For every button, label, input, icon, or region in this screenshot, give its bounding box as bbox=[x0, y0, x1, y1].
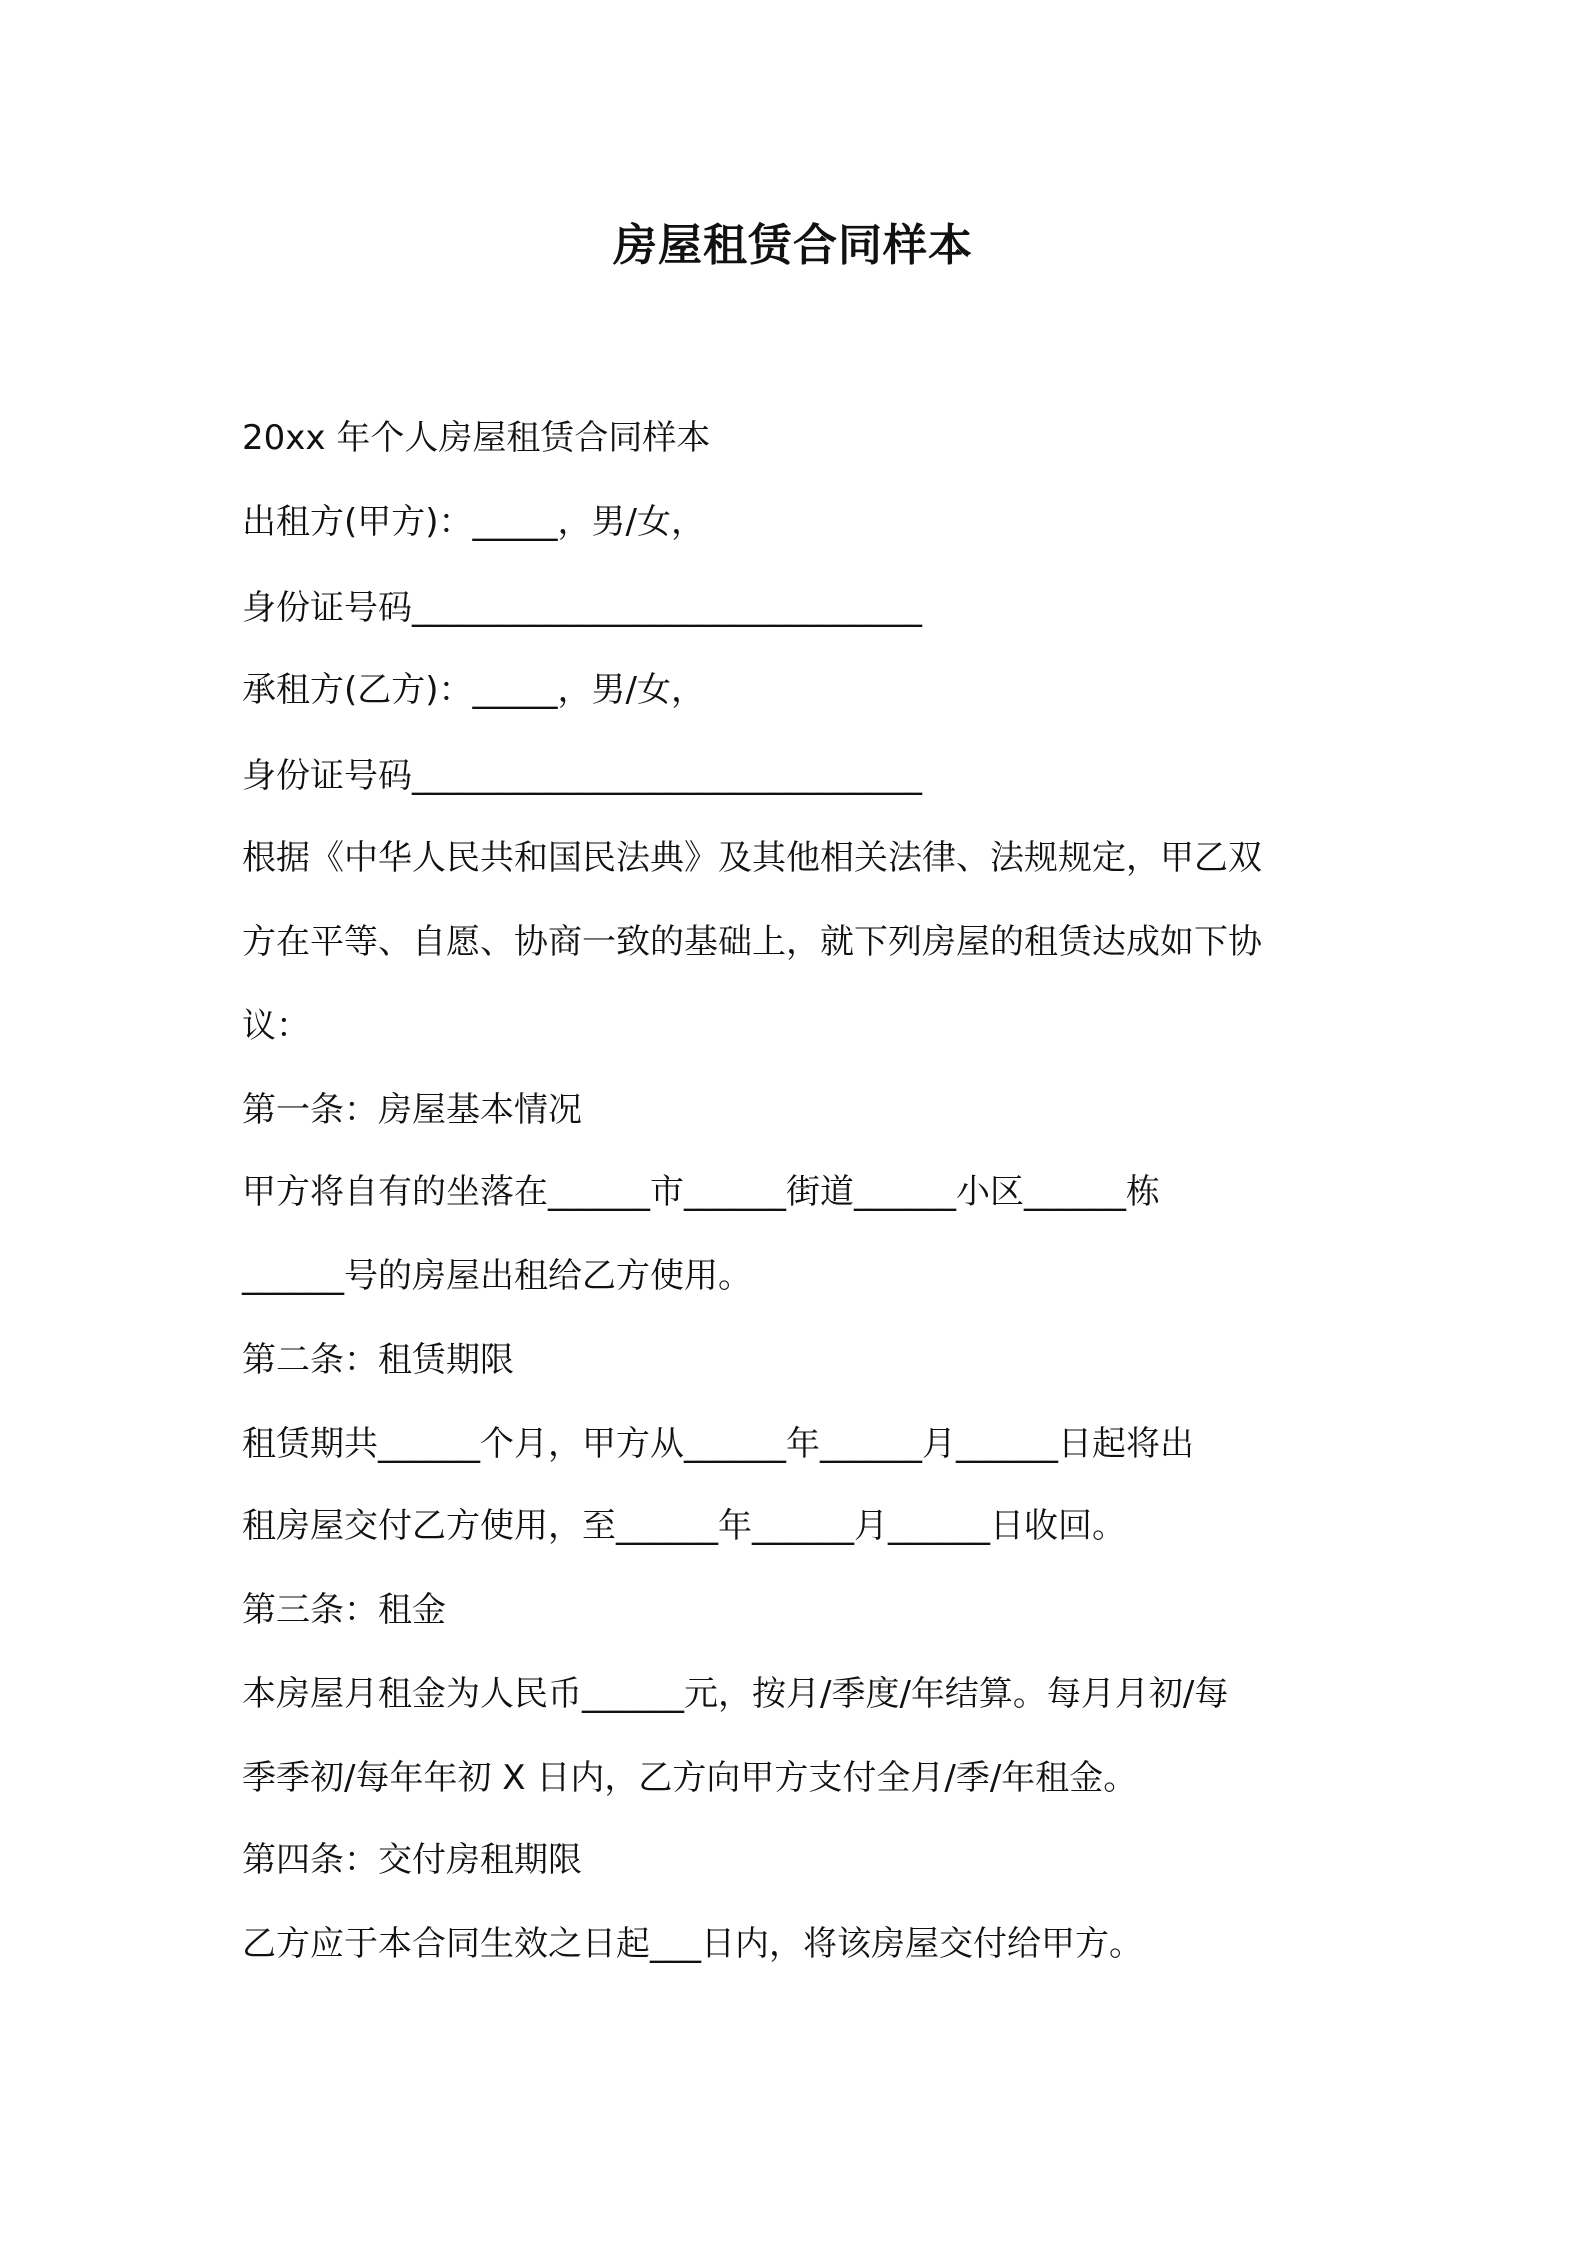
article-2-heading: 第二条：租赁期限 bbox=[242, 1340, 514, 1380]
lessee-line: 承租方(乙方)：_____，男/女， bbox=[242, 670, 705, 710]
subtitle-line: 20xx 年个人房屋租赁合同样本 bbox=[242, 418, 711, 458]
lessor-line: 出租方(甲方)：_____，男/女， bbox=[242, 502, 705, 542]
document-title: 房屋租赁合同样本 bbox=[613, 220, 973, 271]
article-2-line-1: 租赁期共______个月，甲方从______年______月______日起将出 bbox=[242, 1424, 1194, 1464]
article-3-line-1: 本房屋月租金为人民币______元，按月/季度/年结算。每月月初/每 bbox=[242, 1674, 1229, 1714]
lessee-id-line: 身份证号码______________________________ bbox=[242, 756, 922, 796]
lessor-id-line: 身份证号码______________________________ bbox=[242, 588, 922, 628]
preamble-line-3: 议： bbox=[242, 1006, 310, 1046]
article-1-line-2: ______号的房屋出租给乙方使用。 bbox=[242, 1256, 752, 1296]
article-4-line-1: 乙方应于本合同生效之日起___日内，将该房屋交付给甲方。 bbox=[242, 1924, 1143, 1964]
article-1-line-1: 甲方将自有的坐落在______市______街道______小区______栋 bbox=[242, 1172, 1160, 1212]
preamble-line-1: 根据《中华人民共和国民法典》及其他相关法律、法规规定，甲乙双 bbox=[242, 838, 1262, 878]
article-4-heading: 第四条：交付房租期限 bbox=[242, 1840, 582, 1880]
preamble-line-2: 方在平等、自愿、协商一致的基础上，就下列房屋的租赁达成如下协 bbox=[242, 922, 1262, 962]
article-1-heading: 第一条：房屋基本情况 bbox=[242, 1090, 582, 1130]
article-2-line-2: 租房屋交付乙方使用，至______年______月______日收回。 bbox=[242, 1506, 1126, 1546]
article-3-heading: 第三条：租金 bbox=[242, 1590, 446, 1630]
article-3-line-2: 季季初/每年年初 X 日内，乙方向甲方支付全月/季/年租金。 bbox=[242, 1758, 1138, 1798]
